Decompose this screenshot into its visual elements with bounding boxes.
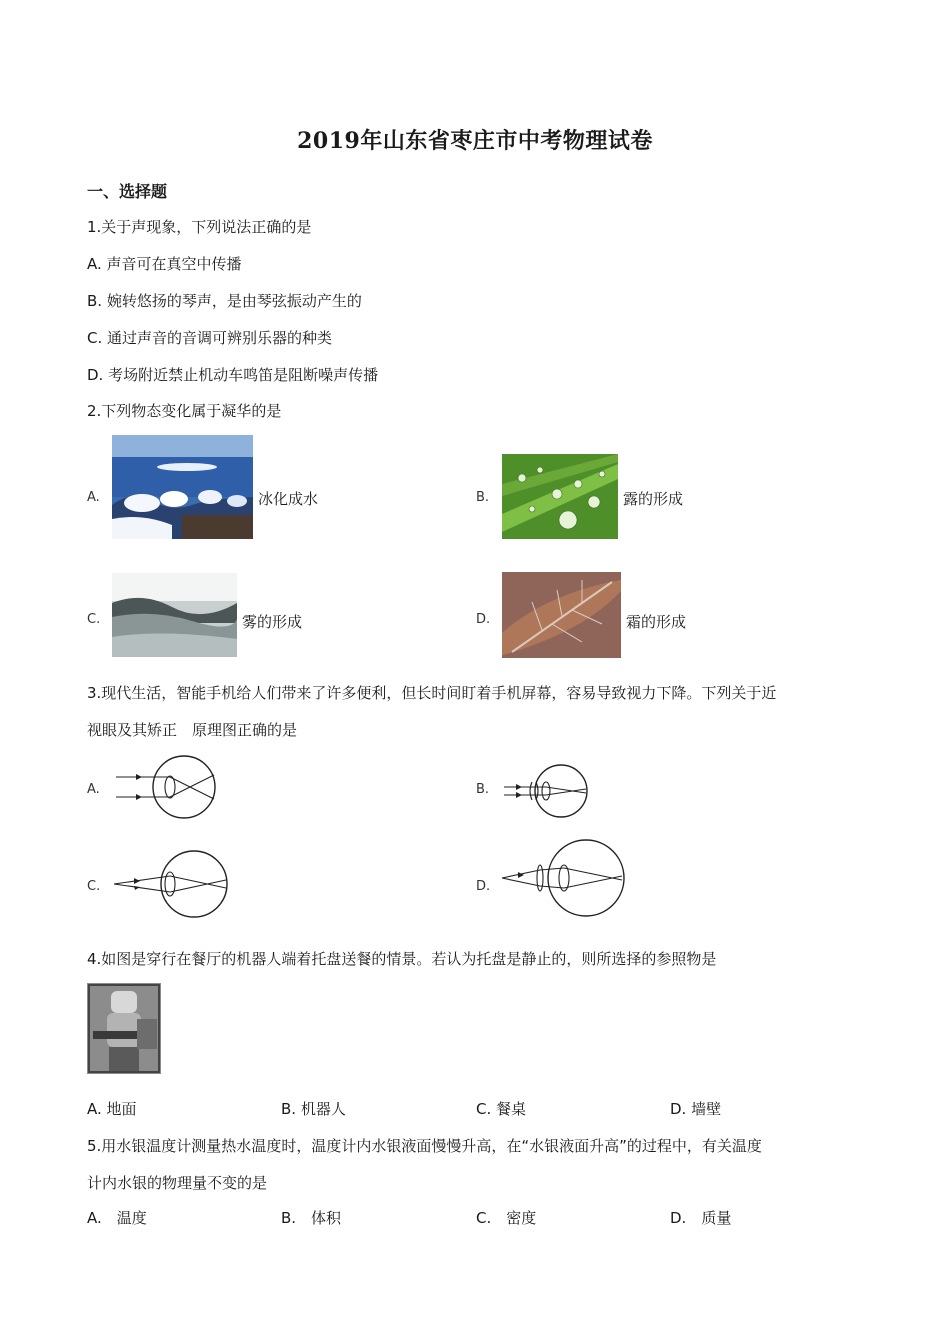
question-1-option-b: B. 婉转悠扬的琴声，是由琴弦振动产生的 [87,292,362,310]
question-1-option-d: D. 考场附近禁止机动车鸣笛是阻断噪声传播 [87,366,379,384]
question-4-option-c: C. 餐桌 [476,1100,527,1118]
eye-diagram-b [500,763,592,819]
question-4-option-d: D. 墙壁 [670,1100,722,1118]
question-2-option-a-label: A. [87,490,100,505]
question-3-option-c-label: C. [87,879,101,894]
question-2-stem: 2.下列物态变化属于凝华的是 [87,402,282,420]
robot-waiter-photo [87,983,161,1074]
question-2-option-a-caption: 冰化成水 [258,490,319,508]
question-4-stem: 4.如图是穿行在餐厅的机器人端着托盘送餐的情景。若认为托盘是静止的，则所选择的参照物是 [87,950,717,968]
fog-mountain-photo [112,573,237,657]
question-2-option-d-caption: 霜的形成 [626,613,687,631]
question-1-option-c: C. 通过声音的音调可辨别乐器的种类 [87,329,333,347]
question-3-option-d-label: D. [476,879,491,894]
dew-leaf-photo [502,454,618,539]
question-5-stem-line-2: 计内水银的物理量不变的是 [87,1174,268,1192]
question-5-option-b: B. 体积 [281,1209,342,1227]
page-title: 2019年山东省枣庄市中考物理试卷 [297,128,653,154]
question-5-stem-line-1: 5.用水银温度计测量热水温度时，温度计内水银液面慢慢升高，在“水银液面升高”的过程中，有关温度 [87,1137,762,1155]
eye-diagram-a [112,755,222,819]
eye-diagram-c [112,850,232,918]
question-1-stem: 1.关于声现象，下列说法正确的是 [87,218,312,236]
question-4-option-a: A. 地面 [87,1100,137,1118]
question-2-option-c-label: C. [87,612,101,627]
question-3-option-a-label: A. [87,782,100,797]
question-4-option-b: B. 机器人 [281,1100,346,1118]
question-3-stem-line-2: 视眼及其矫正 原理图正确的是 [87,721,298,739]
question-3-stem-line-1: 3.现代生活，智能手机给人们带来了许多便利，但长时间盯着手机屏幕，容易导致视力下降。下列关于近 [87,684,777,702]
question-5-option-d: D. 质量 [670,1209,732,1227]
question-2-option-d-label: D. [476,612,491,627]
eye-diagram-d [500,838,628,918]
question-2-option-b-label: B. [476,490,490,505]
frost-leaf-photo [502,572,621,658]
question-1-option-a: A. 声音可在真空中传播 [87,255,242,273]
question-2-option-c-caption: 雾的形成 [242,613,303,631]
question-3-option-b-label: B. [476,782,490,797]
question-2-option-b-caption: 露的形成 [623,490,684,508]
ice-melting-photo [112,435,253,539]
section-heading: 一、选择题 [87,182,168,201]
question-5-option-a: A. 温度 [87,1209,147,1227]
question-5-option-c: C. 密度 [476,1209,537,1227]
